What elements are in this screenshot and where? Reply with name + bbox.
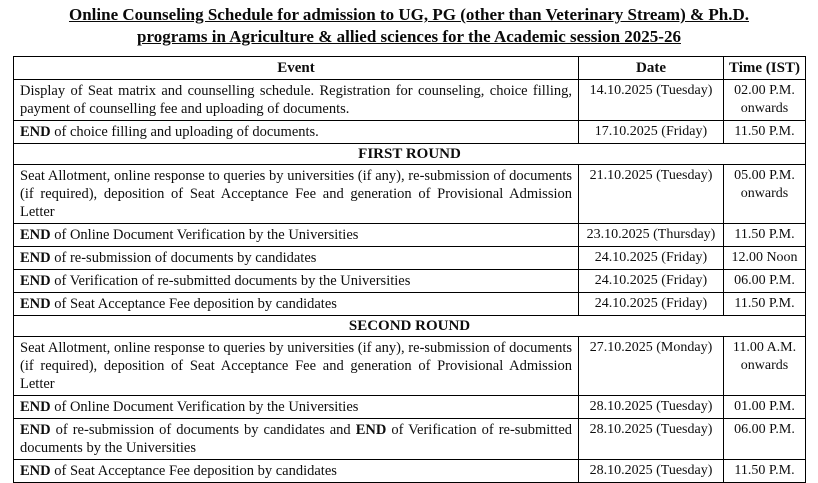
header-event: Event bbox=[14, 57, 579, 80]
time-cell bbox=[724, 165, 806, 224]
time-cell bbox=[724, 80, 806, 121]
event-text: of re-submission of documents by candidates and bbox=[50, 422, 356, 438]
title-line-1: Online Counseling Schedule for admission to UG, PG (other than Veterinary Stream) & Ph.D. bbox=[68, 5, 750, 24]
event-text-bold: END bbox=[355, 422, 387, 438]
time-line: 01.00 P.M. bbox=[734, 399, 795, 414]
event-cell bbox=[14, 337, 579, 396]
time-line: 11.50 P.M. bbox=[734, 124, 795, 139]
round-section-label: FIRST ROUND bbox=[14, 144, 806, 165]
event-text: of Online Document Verification by the Universities bbox=[50, 399, 359, 415]
event-text: Display of Seat matrix and counselling schedule. Registration for counseling, choice filling, payment of counselling fee and uploading of documents. bbox=[20, 83, 572, 117]
time-line: 11.50 P.M. bbox=[734, 463, 795, 478]
title-line-2: programs in Agriculture & allied sciences for the Academic session 2025-26 bbox=[137, 27, 681, 46]
document-title bbox=[0, 0, 818, 48]
date-cell: 28.10.2025 (Tuesday) bbox=[579, 419, 724, 460]
event-cell bbox=[14, 270, 579, 293]
date-cell: 21.10.2025 (Tuesday) bbox=[579, 165, 724, 224]
event-text: of Online Document Verification by the Universities bbox=[50, 227, 359, 243]
event-text-bold: END bbox=[20, 124, 51, 140]
schedule-row bbox=[14, 270, 806, 293]
time-cell bbox=[724, 396, 806, 419]
time-line: onwards bbox=[740, 186, 789, 201]
event-text-bold: END bbox=[20, 250, 51, 266]
time-line: 05.00 P.M. bbox=[734, 168, 795, 183]
event-text: of Seat Acceptance Fee deposition by candidates bbox=[50, 296, 337, 312]
date-cell: 28.10.2025 (Tuesday) bbox=[579, 396, 724, 419]
header-date: Date bbox=[579, 57, 724, 80]
schedule-row bbox=[14, 224, 806, 247]
time-cell bbox=[724, 270, 806, 293]
time-cell bbox=[724, 460, 806, 483]
time-line: 12.00 Noon bbox=[731, 250, 798, 265]
event-text: of Verification of re-submitted documents by the Universities bbox=[50, 273, 411, 289]
schedule-row bbox=[14, 337, 806, 396]
event-cell bbox=[14, 419, 579, 460]
header-time: Time (IST) bbox=[724, 57, 806, 80]
time-cell bbox=[724, 337, 806, 396]
time-line: onwards bbox=[740, 101, 789, 116]
time-line: 11.50 P.M. bbox=[734, 227, 795, 242]
schedule-row bbox=[14, 460, 806, 483]
round-section-row bbox=[14, 144, 806, 165]
date-cell: 27.10.2025 (Monday) bbox=[579, 337, 724, 396]
time-cell bbox=[724, 121, 806, 144]
event-text-bold: END bbox=[20, 273, 51, 289]
event-text-bold: END bbox=[20, 463, 51, 479]
round-section-label: SECOND ROUND bbox=[14, 316, 806, 337]
time-line: 06.00 P.M. bbox=[734, 422, 795, 437]
event-text-bold: END bbox=[20, 296, 51, 312]
schedule-row bbox=[14, 293, 806, 316]
event-cell bbox=[14, 460, 579, 483]
event-cell bbox=[14, 121, 579, 144]
event-cell bbox=[14, 247, 579, 270]
event-text: of choice filling and uploading of documents. bbox=[50, 124, 319, 140]
date-cell: 24.10.2025 (Friday) bbox=[579, 247, 724, 270]
event-text: Seat Allotment, online response to queries by universities (if any), re-submission of documents (if required), deposition of Seat Acceptance Fee and generation of Provisional Admission Letter bbox=[20, 340, 572, 392]
date-cell: 24.10.2025 (Friday) bbox=[579, 293, 724, 316]
time-cell bbox=[724, 293, 806, 316]
date-cell: 28.10.2025 (Tuesday) bbox=[579, 460, 724, 483]
schedule-table bbox=[13, 56, 806, 483]
time-cell bbox=[724, 419, 806, 460]
event-text: Seat Allotment, online response to queries by universities (if any), re-submission of documents (if required), deposition of Seat Acceptance Fee and generation of Provisional Admission Letter bbox=[20, 168, 572, 220]
time-line: onwards bbox=[740, 358, 789, 373]
schedule-row bbox=[14, 121, 806, 144]
round-section-row bbox=[14, 316, 806, 337]
event-cell bbox=[14, 80, 579, 121]
date-cell: 23.10.2025 (Thursday) bbox=[579, 224, 724, 247]
time-line: 11.00 A.M. bbox=[732, 340, 797, 355]
date-cell: 17.10.2025 (Friday) bbox=[579, 121, 724, 144]
event-text: of re-submission of documents by candidates bbox=[50, 250, 317, 266]
event-text-bold: END bbox=[20, 422, 51, 438]
time-cell bbox=[724, 224, 806, 247]
event-cell bbox=[14, 165, 579, 224]
event-text-bold: END bbox=[20, 399, 51, 415]
time-line: 06.00 P.M. bbox=[734, 273, 795, 288]
header-row bbox=[14, 57, 806, 80]
event-cell bbox=[14, 293, 579, 316]
event-cell bbox=[14, 396, 579, 419]
time-cell bbox=[724, 247, 806, 270]
date-cell: 24.10.2025 (Friday) bbox=[579, 270, 724, 293]
date-cell: 14.10.2025 (Tuesday) bbox=[579, 80, 724, 121]
schedule-row bbox=[14, 80, 806, 121]
schedule-table-body bbox=[14, 80, 806, 483]
event-text-bold: END bbox=[20, 227, 51, 243]
schedule-row bbox=[14, 165, 806, 224]
event-text: of Verification of re-submitted documents by the Universities bbox=[20, 422, 573, 456]
schedule-row bbox=[14, 396, 806, 419]
schedule-row bbox=[14, 419, 806, 460]
time-line: 02.00 P.M. bbox=[734, 83, 795, 98]
schedule-row bbox=[14, 247, 806, 270]
time-line: 11.50 P.M. bbox=[734, 296, 795, 311]
event-text: of Seat Acceptance Fee deposition by candidates bbox=[50, 463, 337, 479]
event-cell bbox=[14, 224, 579, 247]
